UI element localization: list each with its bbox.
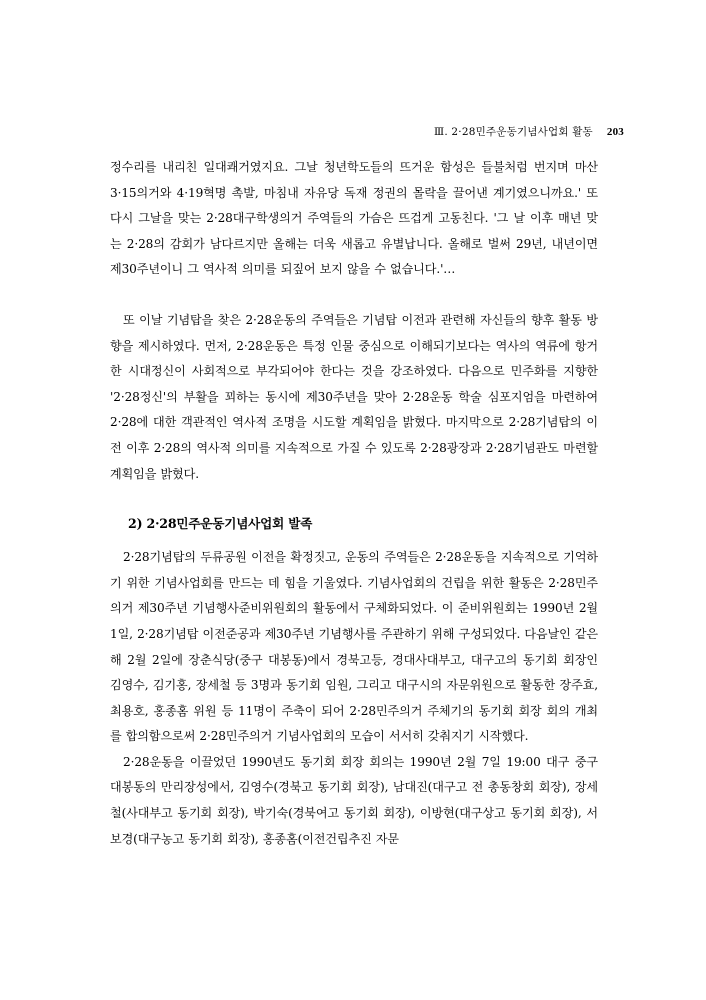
paragraph-3: 2·28기념탑의 두류공원 이전을 확정짓고, 운동의 주역들은 2·28운동을 지속적으로 기억하기 위한 기념사업회를 만드는 데 힘을 기울였다. 기념사업회의 건립을 위한 활동은 2·28민주의거 제30주년 기념행사준비위원회의 활동에서 구체화되었다. 이 준비위원회는 1990년 2월 1일, 2·28기념탑 이전준공과 제30주년 기념행사를 주관하기 위해 구성되었다. 다음날인 같은 해 2월 2일에 장춘식당(중구 대봉동)에서 경북고등, 경대사대부고, 대구고의 동기회 회장인 김영수, 김기홍, 장세철 등 3명과 동기회 임원, 그리고 대구시의 자문위원으로 활동한 장주효, 최용호, 홍종홈 위원 등 11명이 주축이 되어 2·28민주의거 주체기의 동기회 회장 회의 개최를 합의함으로써 2·28민주의거 기념사업회의 모습이 서서히 갖춰지기 시작했다. bbox=[110, 550, 598, 744]
header-title: Ⅲ. 2·28민주운동기념사업회 활동 bbox=[434, 126, 593, 138]
section-subheading: 2) 2·28민주운동기념사업회 발족 bbox=[128, 516, 313, 532]
paragraph-spacer bbox=[110, 283, 598, 308]
paragraph-2: 또 이날 기념탑을 찾은 2·28운동의 주역들은 기념탑 이전과 관련해 자신들의 향후 활동 방향을 제시하였다. 먼저, 2·28운동은 특정 인물 중심으로 이해되기보다는 역사의 역류에 항거한 시대정신이 사회적으로 부각되어야 한다는 것을 강조하였다. 다음으로 민주화를 지향한 '2·28정신'의 부활을 꾀하는 동시에 제30주년을 맞아 2·28운동 학술 심포지엄을 마련하여 2·28에 대한 객관적인 역사적 조명을 시도할 계획임을 밝혔다. 마지막으로 2·28기념탑의 이전 이후 2·28의 역사적 의미를 지속적으로 가질 수 있도록 2·28광장과 2·28기념관도 마련할 계획임을 밝혔다. bbox=[110, 312, 598, 481]
page-number: 203 bbox=[606, 126, 624, 138]
paragraph-4: 2·28운동을 이끌었던 1990년도 동기회 회장 회의는 1990년 2월 7일 19:00 대구 중구 대봉동의 만리장성에서, 김영수(경북고 동기회 회장), 남대진(대구고 전 총동창회 회장), 장세철(사대부고 동기회 회장), 박기숙(경북여고 동기회 회장), 이방현(대구상고 동기회 회장), 서보경(대구농고 동기회 회장), 홍종홈(이전건립추진 자문 bbox=[110, 754, 598, 846]
subheading-spacer bbox=[110, 535, 598, 545]
page-header bbox=[434, 124, 624, 139]
heading-spacer bbox=[110, 487, 598, 513]
paragraph-1: 정수리를 내리친 일대쾌거였지요. 그날 청년학도들의 뜨거운 함성은 들불처럼 번지며 마산 3·15의거와 4·19혁명 촉발, 마침내 자유당 독재 정권의 몰락을 끌어낸 계기였으니까요.' 또 다시 그날을 맞는 2·28대구학생의거 주역들의 가슴은 뜨겁게 고동친다. '그 날 이후 매년 맞는 2·28의 감회가 남다르지만 올해는 더욱 새롭고 유별납니다. 올해로 벌써 29년, 내년이면 제30주년이니 그 역사적 의미를 되짚어 보지 않을 수 없습니다.'… bbox=[110, 160, 598, 277]
page-body bbox=[110, 155, 598, 852]
